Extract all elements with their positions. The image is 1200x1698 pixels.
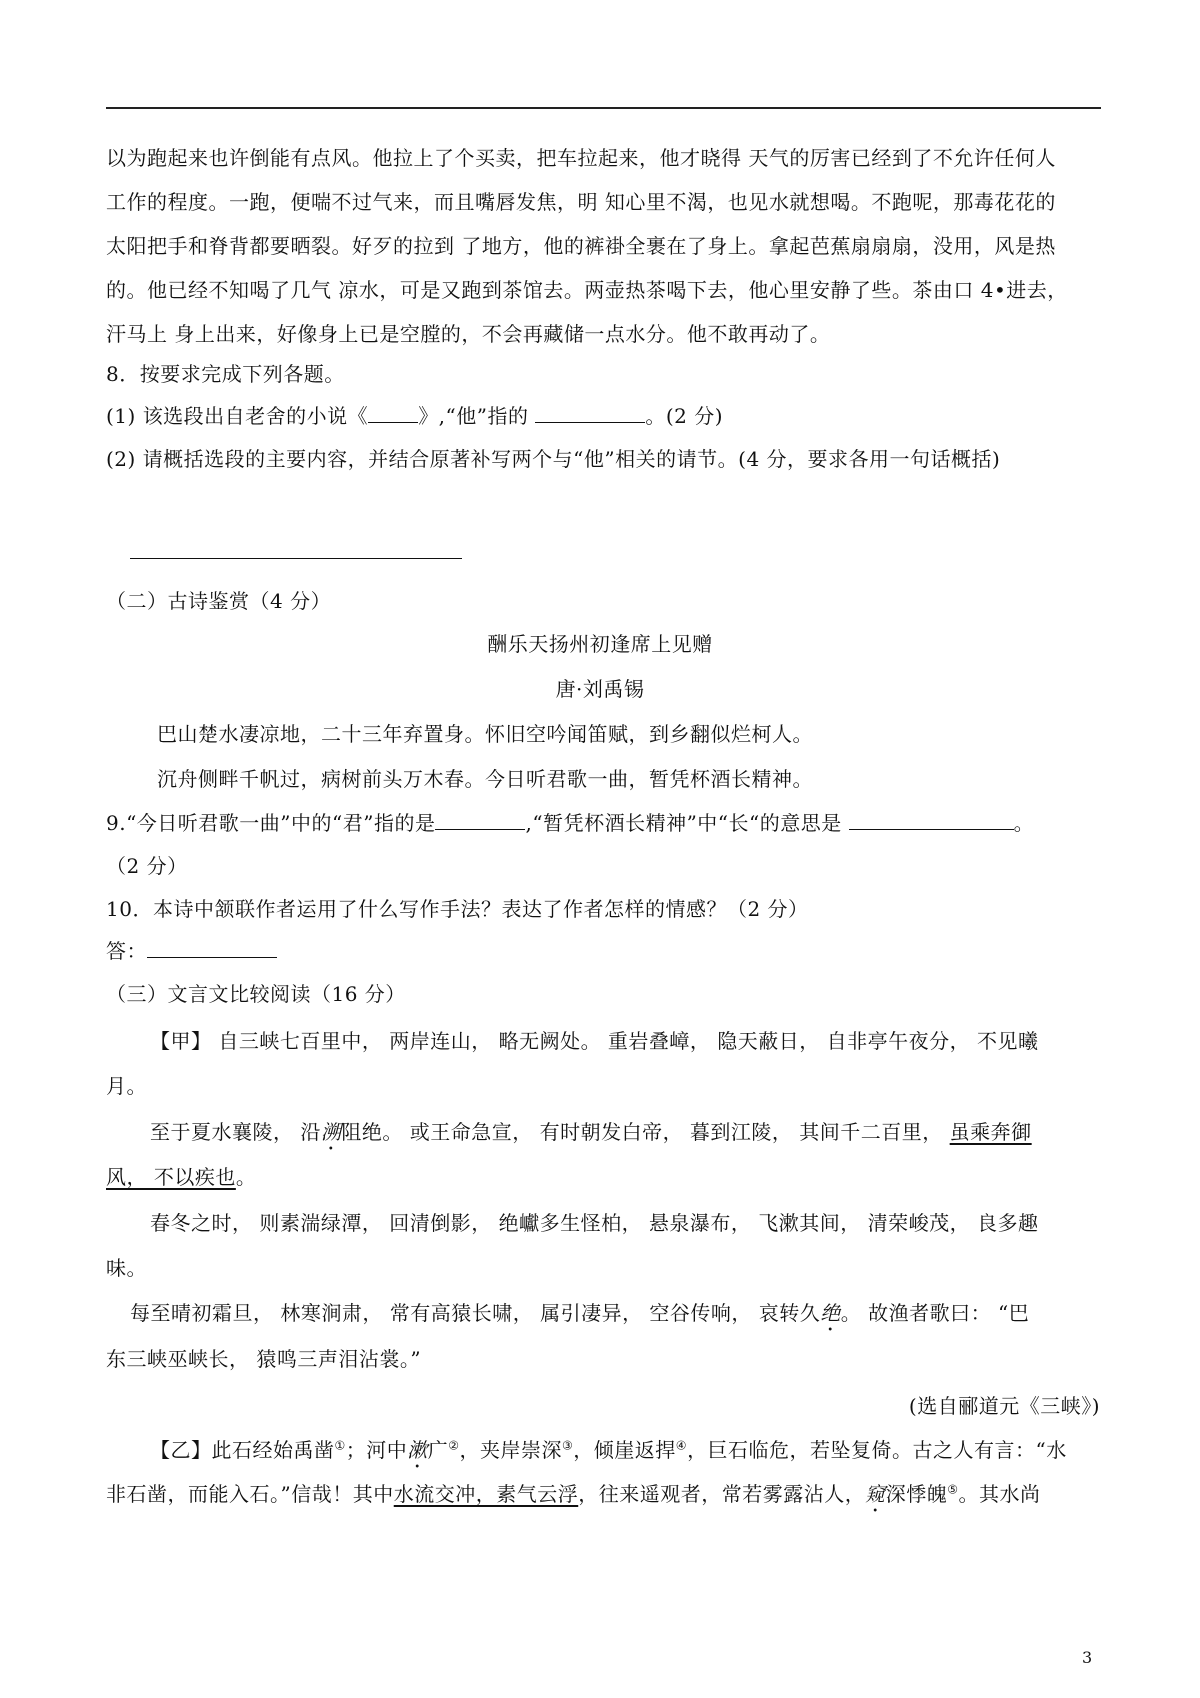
footnote-marker: ④ <box>675 1438 688 1453</box>
poem-line: 巴山楚水凄凉地，二十三年弃置身。怀旧空吟闻笛赋，到乡翻似烂柯人。 <box>157 722 813 746</box>
question-10-answer <box>106 938 277 964</box>
q8-p1-post: 。(2 分) <box>645 404 724 428</box>
underlined-phrase: 水流交冲，素气云浮 <box>393 1482 579 1506</box>
section-classical: （三）文言文比较阅读（16 分） <box>106 982 406 1006</box>
question-9-score: （2 分） <box>106 854 188 878</box>
jia-paragraph-2-end <box>106 1164 256 1190</box>
emphasis-char: 窥 <box>865 1482 886 1506</box>
emphasis-char: 溯 <box>320 1120 342 1144</box>
yi-text: 深悸魄 <box>885 1482 948 1506</box>
answer-blank-novel[interactable] <box>368 404 418 423</box>
page-number: 3 <box>1082 1648 1093 1667</box>
jia-paragraph-4 <box>130 1300 1029 1336</box>
q8-p1-mid: 》,“他”指的 <box>418 404 536 428</box>
yi-paragraph <box>150 1437 1067 1473</box>
underlined-phrase: 风， 不以疾也 <box>106 1165 236 1189</box>
jia-paragraph-2 <box>150 1119 1032 1155</box>
yi-text: 。其水尚 <box>958 1482 1041 1506</box>
yi-text: 广 <box>427 1438 449 1462</box>
header-rule <box>106 107 1101 109</box>
answer-blank-q10[interactable] <box>147 939 277 958</box>
q9-pre: 9.“今日听君歌一曲”中的“君”指的是 <box>106 811 436 835</box>
yi-paragraph-cont <box>106 1481 1041 1517</box>
answer-blank-he[interactable] <box>535 404 645 423</box>
question-8-title: 8．按要求完成下列各题。 <box>106 362 345 386</box>
footnote-marker: ③ <box>562 1438 574 1453</box>
q9-mid: ,“暂凭杯酒长精神”中“长“的意思是 <box>525 811 849 835</box>
jia-p2-text: 至于夏水襄陵， 沿 <box>150 1120 321 1144</box>
answer-blank-chang[interactable] <box>849 811 1014 830</box>
passage-line: 太阳把手和脊背都要晒裂。好歹的拉到 了地方，他的裤褂全裹在了身上。拿起芭蕉扇扇扇，没用，风是热 <box>106 234 1056 258</box>
jia-paragraph-3-end: 味。 <box>106 1256 147 1280</box>
question-9 <box>106 810 1034 836</box>
jia-p2-text: 。 <box>235 1165 257 1189</box>
source-citation: (选自郦道元《三峡》) <box>908 1394 1100 1418</box>
yi-text: ，巨石临危，若坠复倚。古之人有言：“水 <box>687 1438 1067 1462</box>
emphasis-char: 漱 <box>407 1438 428 1462</box>
poem-line: 沉舟侧畔千帆过，病树前头万木春。今日听君歌一曲，暂凭杯酒长精神。 <box>157 767 813 791</box>
jia-paragraph-1: 【甲】 自三峡七百里中， 两岸连山， 略无阙处。 重岩叠嶂， 隐天蔽日， 自非亭午夜分， 不见曦 <box>150 1029 1039 1053</box>
passage-line: 的。他已经不知喝了几气 凉水，可是又跑到茶馆去。两壶热茶喝下去，他心里安静了些。茶由口 4•进去， <box>106 278 1068 302</box>
passage-line: 工作的程度。一跑，便喘不过气来，而且嘴唇发焦，明 知心里不渴，也见水就想喝。不跑呢，那毒花花的 <box>106 190 1056 214</box>
yi-text: 【乙】此石经始禹凿 <box>150 1438 335 1462</box>
footnote-marker: ① <box>334 1438 346 1453</box>
passage-line: 汗马上 身上出来，好像身上已是空膛的，不会再藏储一点水分。他不敢再动了。 <box>106 322 831 346</box>
jia-paragraph-3: 春冬之时， 则素湍绿潭， 回清倒影， 绝巘多生怪柏， 悬泉瀑布， 飞漱其间， 清荣峻茂， 良多趣 <box>150 1211 1039 1235</box>
jia-p4-text: 每至晴初霜旦， 林寒涧肃， 常有高猿长啸， 属引凄异， 空谷传响， 哀转久 <box>130 1301 821 1325</box>
section-poem: （二）古诗鉴赏（4 分） <box>106 589 332 613</box>
jia-paragraph-4-end: 东三峡巫峡长， 猿鸣三声泪沾裳。” <box>106 1347 422 1371</box>
yi-text: 非石凿，而能入石。”信哉！其中 <box>106 1482 394 1506</box>
footnote-marker: ⑤ <box>947 1482 959 1497</box>
jia-p2-text: 阻绝。 或王命急宣， 有时朝发白帝， 暮到江陵， 其间千二百里， <box>341 1120 950 1144</box>
yi-text: ，往来遥观者，常若雾露沾人， <box>578 1482 866 1506</box>
yi-text: ，夹岸崇深 <box>459 1438 563 1462</box>
jia-p4-text: 。 故渔者歌曰： “巴 <box>840 1301 1030 1325</box>
answer-label: 答： <box>106 939 147 963</box>
emphasis-char: 绝 <box>820 1301 841 1325</box>
q9-post: 。 <box>1013 811 1035 835</box>
yi-text: ，倾崖返捍 <box>573 1438 676 1462</box>
footnote-marker: ② <box>448 1438 460 1453</box>
question-8-part-2: (2) 请概括选段的主要内容，并结合原著补写两个与“他”相关的请节。(4 分，要求各用一句话概括) <box>106 447 1001 471</box>
question-10: 10．本诗中颔联作者运用了什么写作手法？表达了作者怎样的情感？（2 分） <box>106 897 809 921</box>
passage-line: 以为跑起来也许倒能有点风。他拉上了个买卖，把车拉起来，他才晓得 天气的厉害已经到了不允许任何人 <box>106 146 1056 170</box>
underlined-phrase: 虽乘奔御 <box>949 1120 1032 1144</box>
yi-text: ；河中 <box>345 1438 408 1462</box>
poem-author: 唐·刘禹锡 <box>555 677 645 701</box>
question-8-part-1 <box>106 403 723 429</box>
q8-p1-pre: (1) 该选段出自老舍的小说《 <box>106 404 369 428</box>
answer-line-q8[interactable] <box>130 558 462 559</box>
poem-title: 酬乐天扬州初逢席上见赠 <box>487 632 713 656</box>
jia-paragraph-1-end: 月。 <box>106 1074 147 1098</box>
answer-blank-jun[interactable] <box>435 811 525 830</box>
